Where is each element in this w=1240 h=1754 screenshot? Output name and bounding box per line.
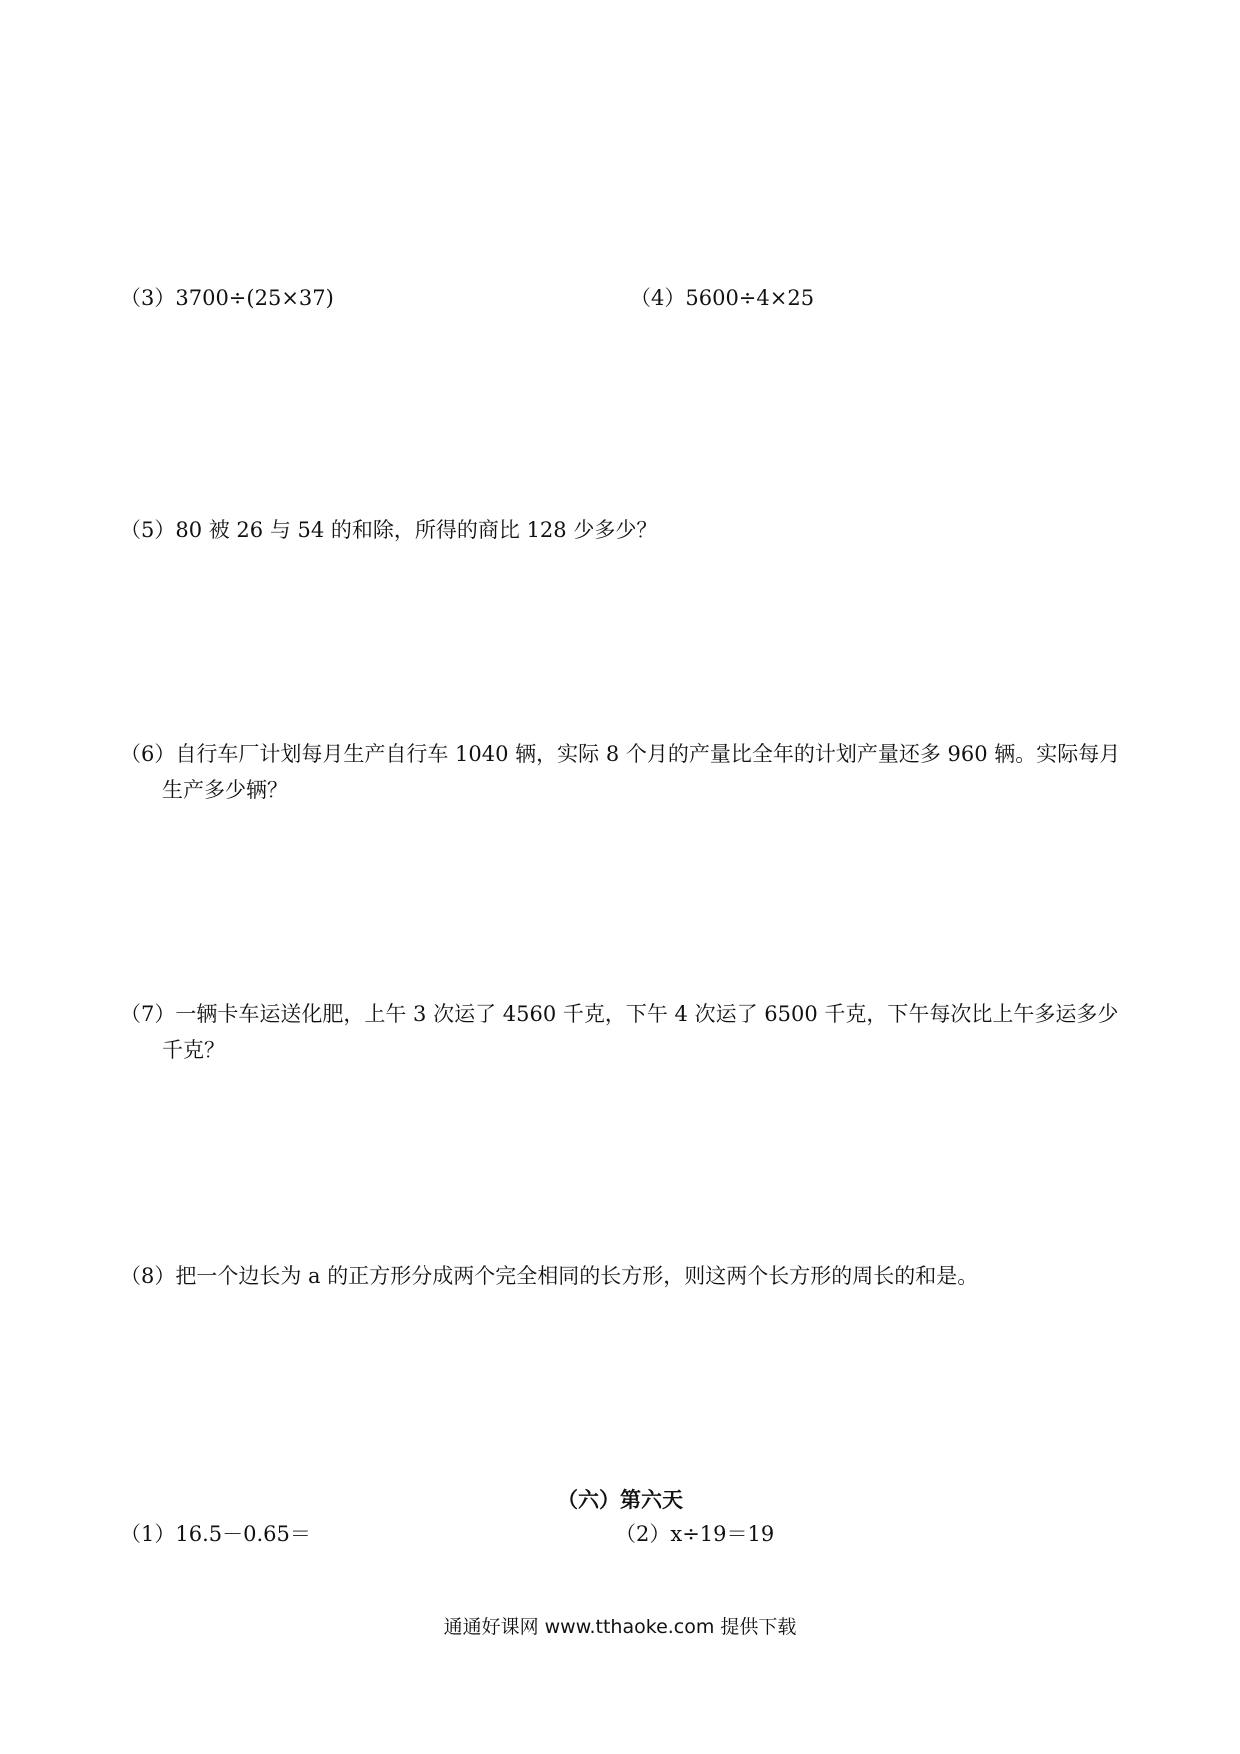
problem-8: （8）把一个边长为 a 的正方形分成两个完全相同的长方形，则这两个长方形的周长的和是。: [120, 1264, 979, 1288]
footer-credit: 通通好课网 www.tthaoke.com 提供下载: [443, 1616, 797, 1638]
question-2: （2）x÷19＝19: [615, 1522, 775, 1546]
section-title: （六）第六天: [557, 1487, 683, 1512]
problem-5: （5）80 被 26 与 54 的和除，所得的商比 128 少多少？: [120, 518, 658, 542]
problem-6: （6）自行车厂计划每月生产自行车 1040 辆，实际 8 个月的产量比全年的计划产量还多 960 辆。实际每月生产多少辆？: [120, 742, 1121, 802]
problem-7: （7）一辆卡车运送化肥，上午 3 次运了 4560 千克，下午 4 次运了 6500 千克，下午每次比上午多运多少千克？: [120, 1002, 1119, 1062]
problem-3: （3）3700÷(25×37): [120, 286, 334, 310]
question-1: （1）16.5－0.65＝: [120, 1522, 311, 1546]
problem-4: （4）5600÷4×25: [630, 286, 815, 310]
